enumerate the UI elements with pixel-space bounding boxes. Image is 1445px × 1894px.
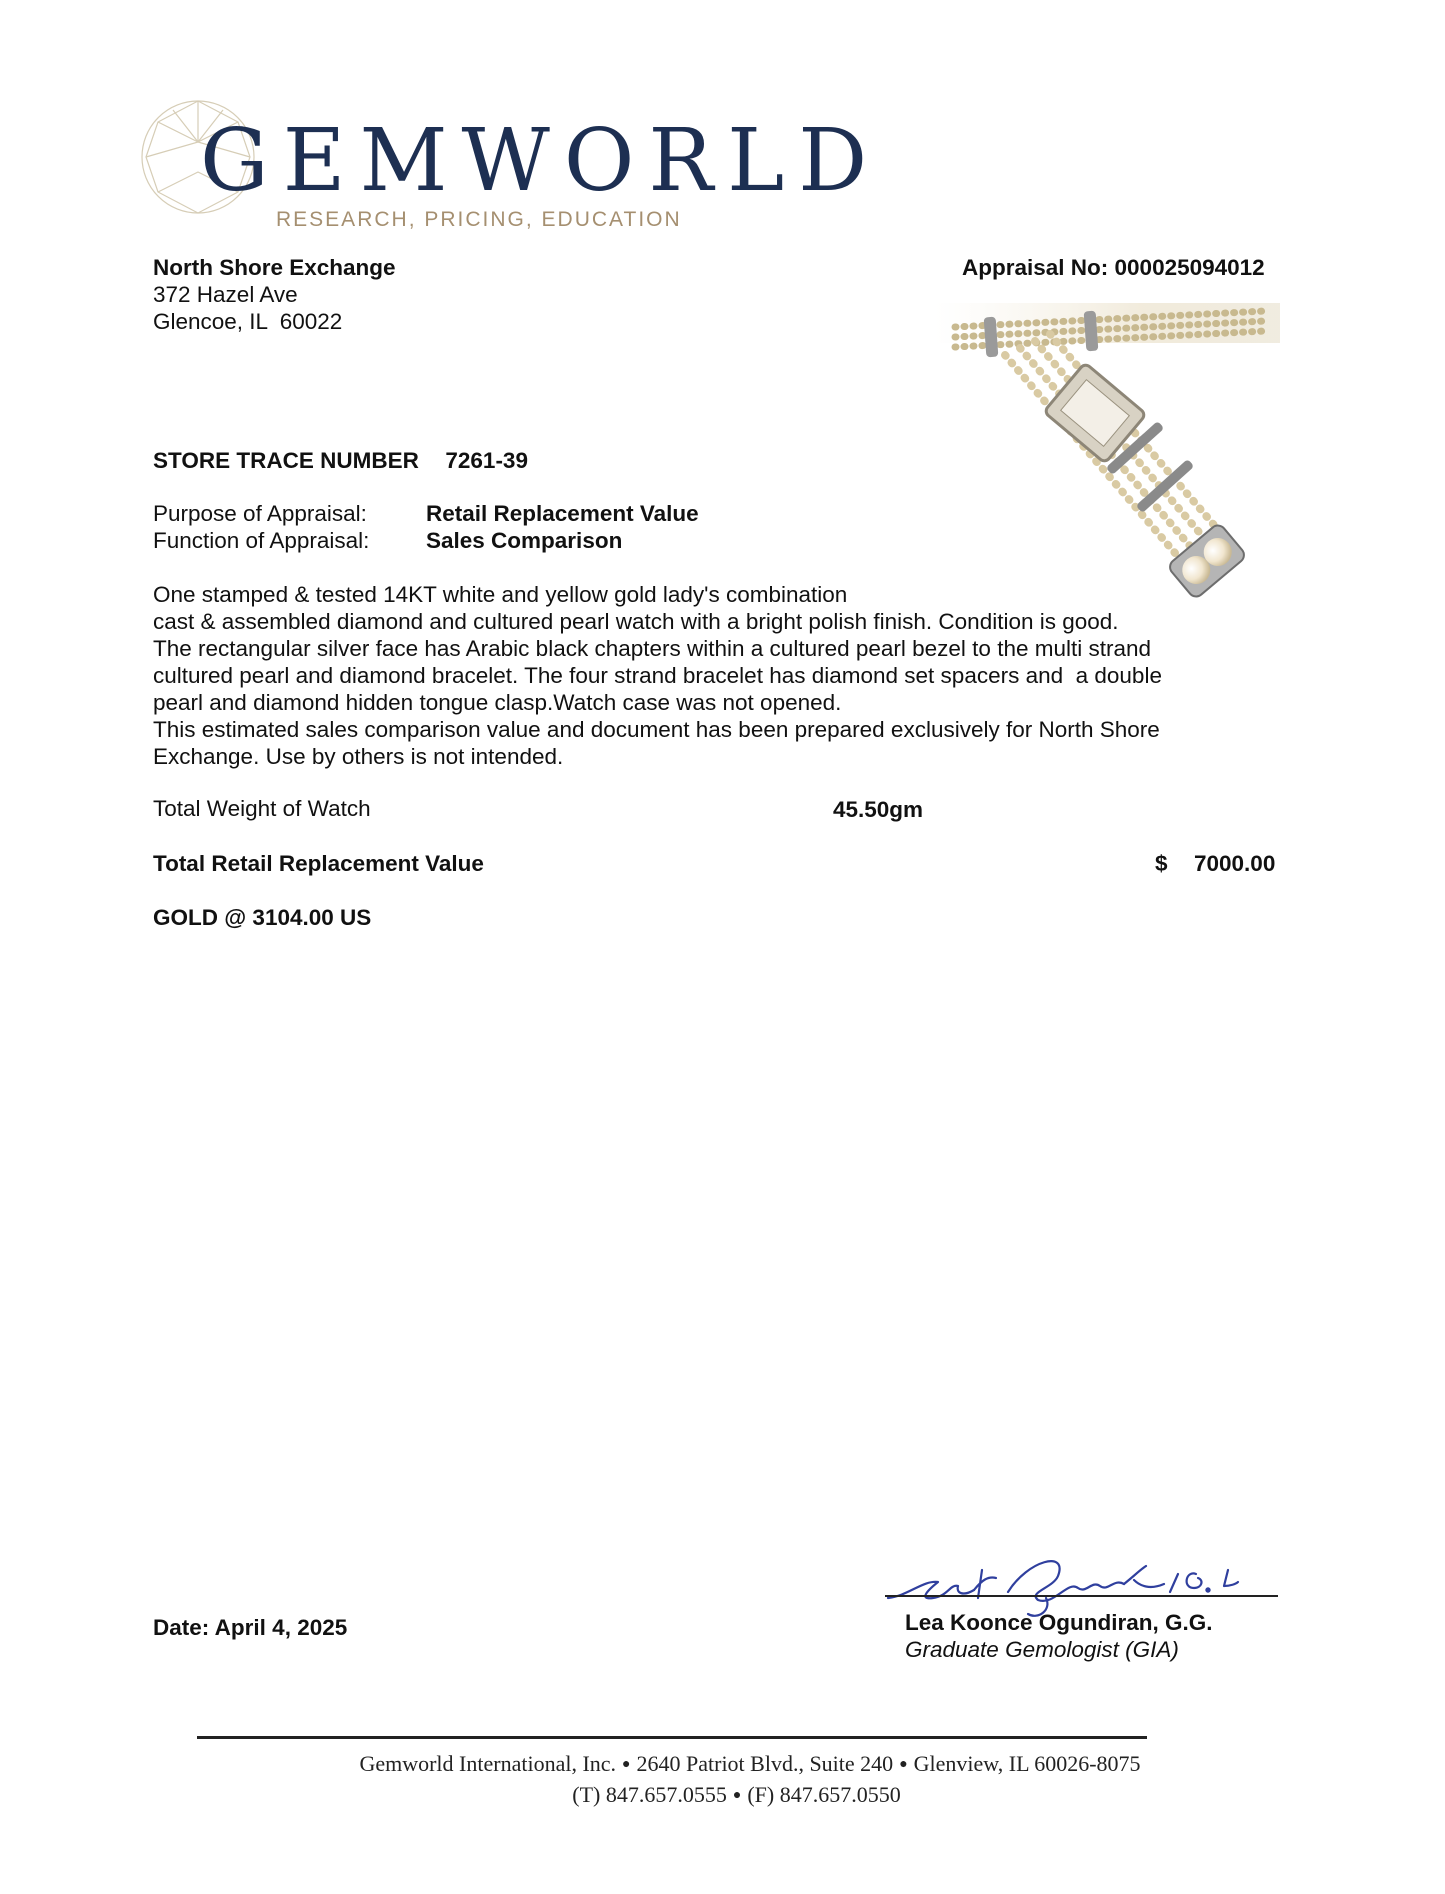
currency-symbol: $ bbox=[1155, 851, 1168, 876]
total-value-label: Total Retail Replacement Value bbox=[153, 851, 484, 876]
description-line: The rectangular silver face has Arabic black chapters within a cultured pearl bezel to the multi strand bbox=[153, 636, 1152, 661]
footer-phone: (T) 847.657.0555 bbox=[572, 1782, 727, 1807]
client-address-block bbox=[153, 254, 653, 335]
gold-price: GOLD @ 3104.00 US bbox=[153, 905, 372, 930]
footer-company: Gemworld International, Inc. bbox=[359, 1751, 617, 1776]
function-value: Sales Comparison bbox=[426, 528, 623, 553]
bullet-icon: ● bbox=[899, 1757, 908, 1772]
signature-image bbox=[878, 1540, 1278, 1620]
function-label: Function of Appraisal: bbox=[153, 528, 370, 553]
appraisal-purpose-block bbox=[153, 500, 699, 554]
brand-tagline: RESEARCH, PRICING, EDUCATION bbox=[276, 208, 682, 231]
description-line: cultured pearl and diamond bracelet. The four strand bracelet has diamond set spacers and a double bbox=[153, 663, 1162, 688]
signature-line bbox=[885, 1595, 1278, 1597]
footer-city: Glenview, IL 60026-8075 bbox=[913, 1751, 1141, 1776]
footer-street: 2640 Patriot Blvd., Suite 240 bbox=[636, 1751, 894, 1776]
purpose-value: Retail Replacement Value bbox=[426, 501, 699, 526]
client-name: North Shore Exchange bbox=[153, 255, 396, 280]
bullet-icon: ● bbox=[622, 1757, 631, 1772]
footer-address bbox=[0, 1751, 1445, 1777]
footer-fax: (F) 847.657.0550 bbox=[747, 1782, 901, 1807]
store-trace-label: STORE TRACE NUMBER bbox=[153, 448, 419, 473]
description-line: One stamped & tested 14KT white and yellow gold lady's combination bbox=[153, 582, 848, 607]
appraisal-date: Date: April 4, 2025 bbox=[153, 1615, 348, 1640]
description-line: pearl and diamond hidden tongue clasp.Watch case was not opened. bbox=[153, 690, 842, 715]
footer-rule bbox=[197, 1736, 1147, 1739]
description-line: cast & assembled diamond and cultured pearl watch with a bright polish finish. Condition is good. bbox=[153, 609, 1119, 634]
description-line: This estimated sales comparison value and document has been prepared exclusively for North Shore bbox=[153, 717, 1160, 742]
description-line: Exchange. Use by others is not intended. bbox=[153, 744, 564, 769]
signer-name: Lea Koonce Ogundiran, G.G. bbox=[905, 1610, 1213, 1635]
store-trace-number: 7261-39 bbox=[445, 448, 528, 473]
bullet-icon: ● bbox=[732, 1788, 742, 1803]
brand-logo-text: GEMWORLD bbox=[200, 111, 882, 211]
item-description bbox=[153, 581, 1293, 770]
appraisal-number: Appraisal No: 000025094012 bbox=[962, 255, 1265, 280]
store-trace-row bbox=[153, 447, 528, 474]
purpose-label: Purpose of Appraisal: bbox=[153, 501, 367, 526]
pearl-watch-photo bbox=[935, 303, 1280, 603]
footer-contact bbox=[0, 1782, 1445, 1808]
weight-value: 45.50gm bbox=[833, 797, 924, 822]
client-address-line1: 372 Hazel Ave bbox=[153, 282, 298, 307]
total-value-amount: 7000.00 bbox=[1194, 851, 1276, 876]
signer-title: Graduate Gemologist (GIA) bbox=[905, 1637, 1179, 1662]
weight-label: Total Weight of Watch bbox=[153, 796, 371, 821]
client-address-line2: Glencoe, IL 60022 bbox=[153, 309, 343, 334]
